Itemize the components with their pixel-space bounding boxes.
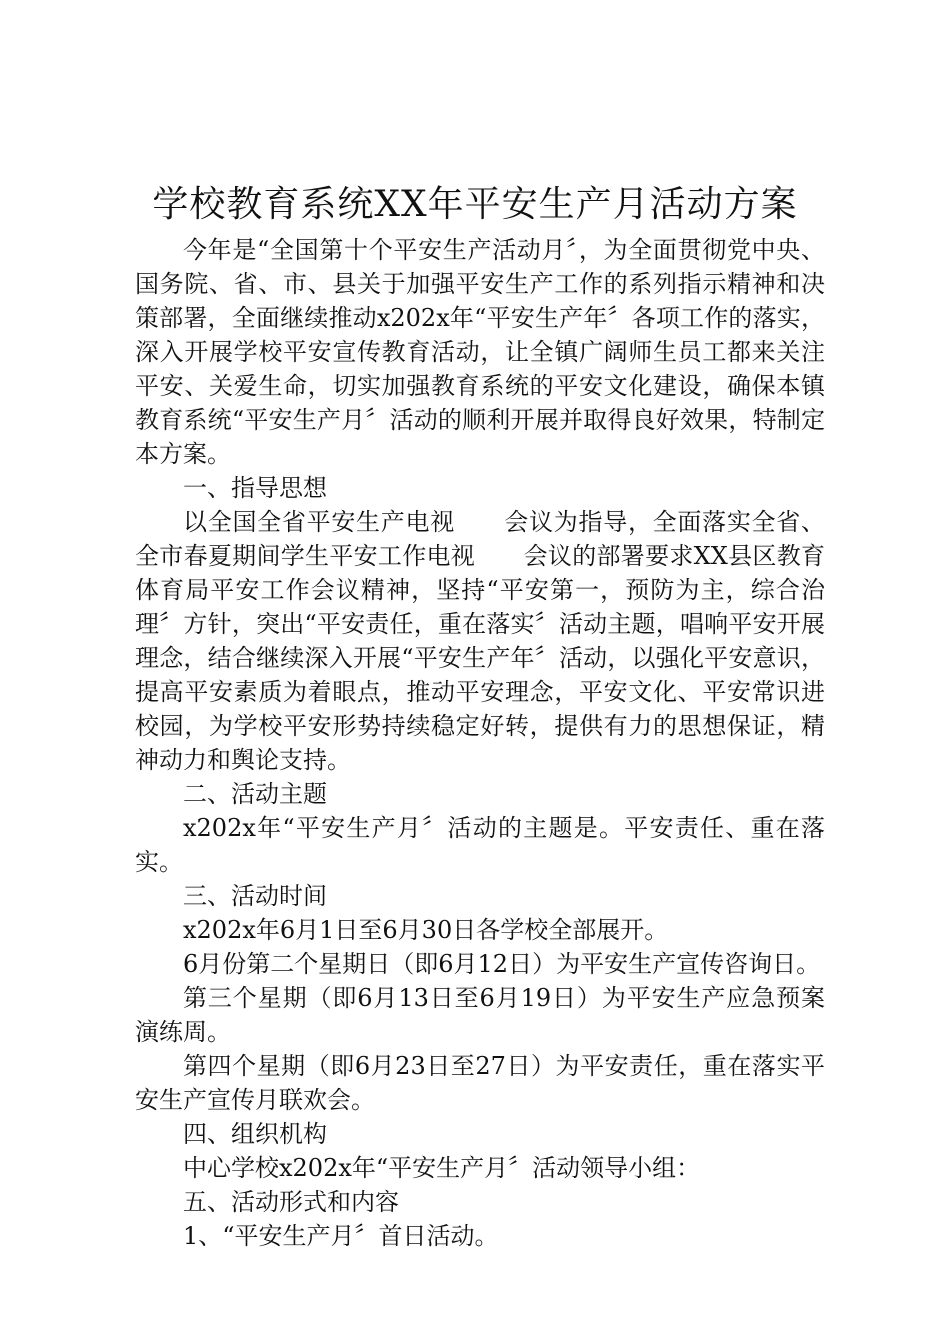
section-heading-organization: 四、组织机构 xyxy=(183,1120,327,1148)
section-heading-activity-time: 三、活动时间 xyxy=(183,882,327,910)
paragraph-activity-theme: x202x年“平安生产月〞活动的主题是。平安责任、重在落实。 xyxy=(135,814,825,876)
paragraph-intro: 今年是“全国第十个平安生产活动月〞，为全面贯彻党中央、国务院、省、市、县关于加强平安生产工作的系列指示精神和决策部署，全面继续推动x202x年“平安生产年〞各项工作的落实，深入开展学校平安宣传教育活动，让全镇广阔师生员工都来关注平安、关爱生命，切实加强教育系统的平安文化建设，确保本镇教育系统“平安生产月〞活动的顺利开展并取得良好效果，特制定本方案。 xyxy=(135,236,825,468)
paragraph-leadership-group: 中心学校x202x年“平安生产月〞活动领导小组： xyxy=(183,1154,701,1182)
paragraph-consultation-day: 6月份第二个星期日（即6月12日）为平安生产宣传咨询日。 xyxy=(183,950,821,978)
paragraph-drill-week: 第三个星期（即6月13日至6月19日）为平安生产应急预案演练周。 xyxy=(135,984,825,1046)
paragraph-activity-period: x202x年6月1日至6月30日各学校全部展开。 xyxy=(183,916,669,944)
section-heading-activity-theme: 二、活动主题 xyxy=(183,780,327,808)
paragraph-guiding-ideology: 以全国全省平安生产电视 会议为指导，全面落实全省、全市春夏期间学生平安工作电视 会议的部署要求XX县区教育体育局平安工作会议精神，坚持“平安第一，预防为主，综合治理〞方针，突出“平安责任，重在落实〞活动主题，唱响平安开展理念，结合继续深入开展“平安生产年〞活动，以强化平安意识，提高平安素质为着眼点，推动平安理念，平安文化、平安常识进校园，为学校平安形势持续稳定好转，提供有力的思想保证，精神动力和舆论支持。 xyxy=(135,508,825,774)
section-heading-guiding-ideology: 一、指导思想 xyxy=(183,474,327,502)
paragraph-gala: 第四个星期（即6月23日至27日）为平安责任，重在落实平安生产宣传月联欢会。 xyxy=(135,1052,825,1114)
document-body xyxy=(135,233,825,1253)
document-title: 学校教育系统XX年平安生产月活动方案 xyxy=(152,184,798,225)
paragraph-first-day-activity: 1、“平安生产月〞首日活动。 xyxy=(183,1222,499,1250)
section-heading-forms-content: 五、活动形式和内容 xyxy=(183,1188,399,1216)
